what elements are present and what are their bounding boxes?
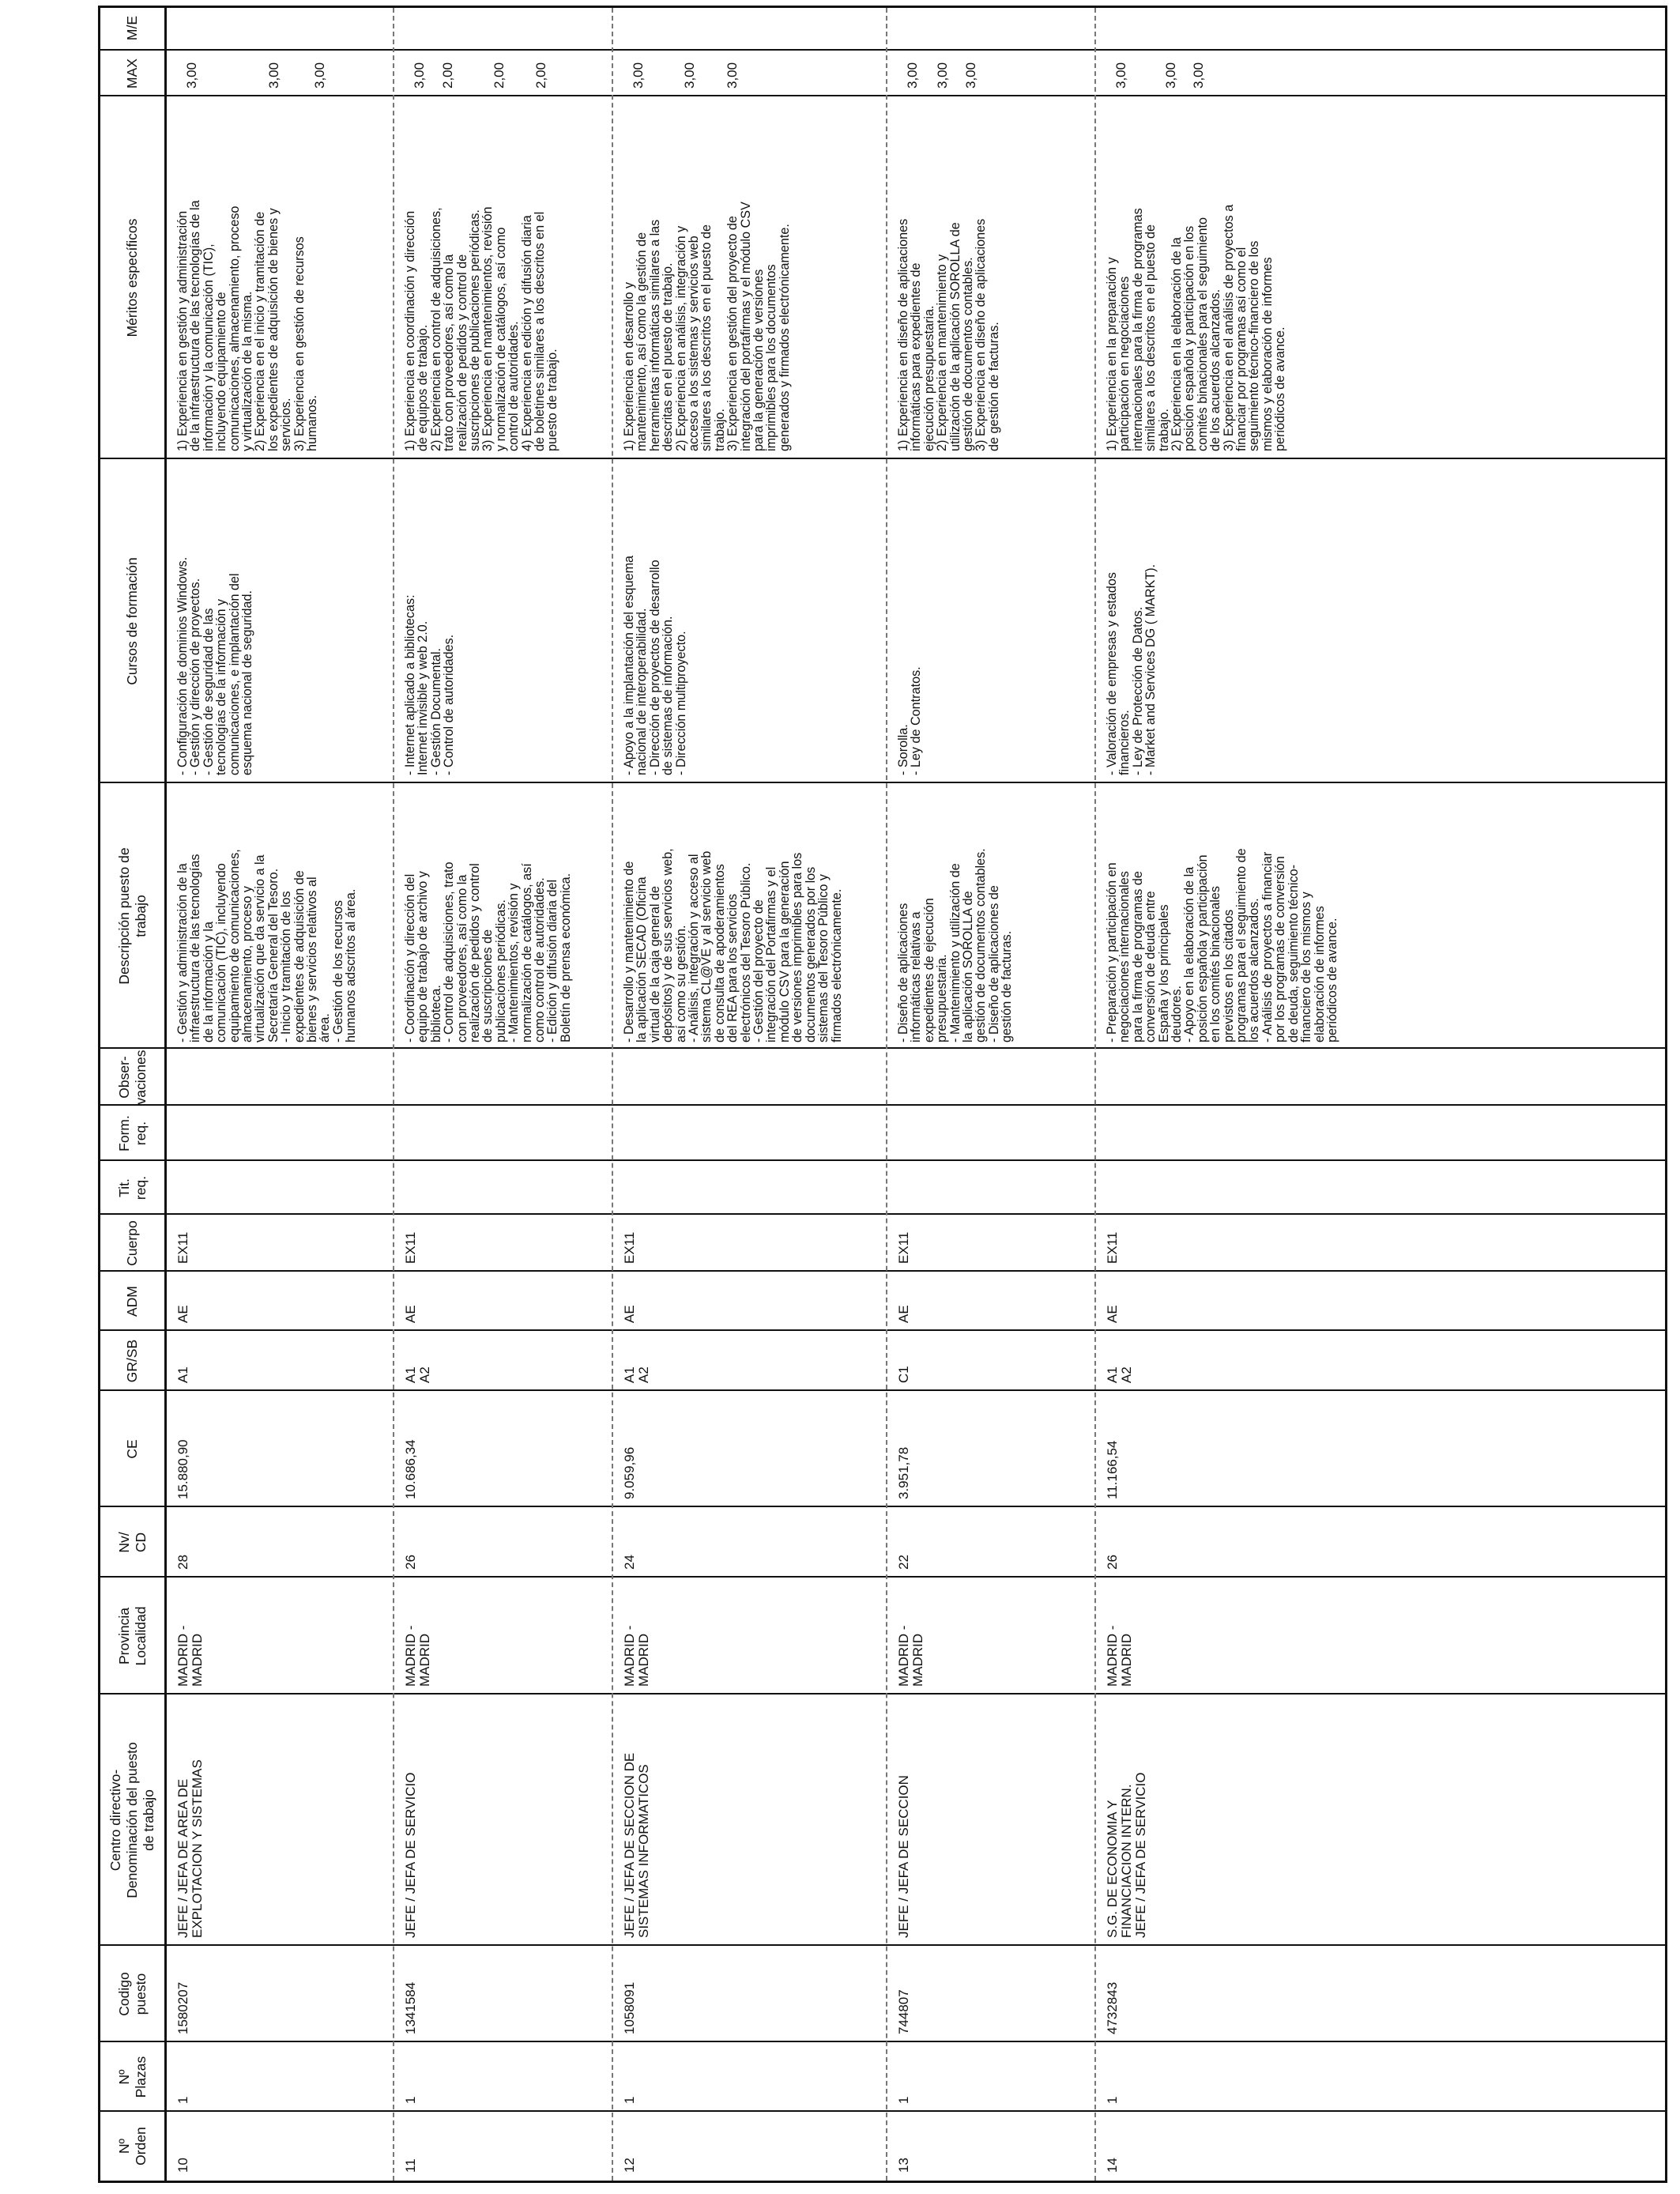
cell-plazas: 1 [896, 2096, 911, 2104]
cell-centro: S.G. DE ECONOMIA Y FINANCIACION INTERN. JEFE / JEFA DE SERVICIO [1105, 1772, 1148, 1938]
cell-max [167, 51, 393, 96]
cell-observaciones [613, 1049, 886, 1106]
cell-nivel: 22 [896, 1555, 911, 1570]
cell-cursos: - Sorolla. - Ley de Contratos. [896, 666, 924, 775]
header-cursos: Cursos de formación [124, 557, 140, 685]
cell-observaciones [394, 1049, 612, 1106]
cell-max [1096, 51, 1667, 96]
cell-provincia: MADRID - MADRID [175, 1625, 205, 1687]
cell-cuerpo: EX11 [175, 1231, 190, 1264]
cell-cursos: - Internet aplicado a bibliotecas: Internet invisible y web 2.0. - Gestión Documental. - Control de autoridades. [403, 594, 457, 775]
cell-titulacion [167, 1161, 393, 1215]
cell-cursos: - Configuración de dominios Windows. - Gestión y dirección de proyectos. - Gestión de seguridad de las tecnologías de la información y comunicaciones, e implantación del esquema nacional de seguridad. [175, 556, 255, 775]
cell-max [613, 51, 886, 96]
cell-formacion [887, 1106, 1094, 1161]
cell-grupo: A1 A2 [1105, 1367, 1134, 1383]
header-me: M/E [124, 15, 140, 41]
cell-meritos: 1) Experiencia en gestión y administración de la infraestructura de las tecnologías de la información y la comunicación (TIC), incluyendo equipamiento de comunicaciones, almacenamiento, proceso y virtualización de la misma. 2) Experiencia en el inicio y tramitación de los expedientes de adquisición de bienes y servicios. 3) Experiencia en gestión de recursos humanos. [175, 200, 320, 451]
cell-descripcion: - Gestión y administración de la infraestructura de las tecnologías de la información y la comunicación (TIC), incluyendo equipamiento de comunicaciones, almacenamiento, proceso y virtualización que da servicio a la Secretaría General del Tesoro. - Inicio y tramitación de los expedientes de adquisición de bienes y servicios relativos al área. - Gestión de los recursos humanos adscritos al área. [175, 849, 359, 1042]
cell-codigo: 4732843 [1105, 1981, 1120, 2034]
cell-observaciones [1096, 1049, 1667, 1106]
cell-titulacion [394, 1161, 612, 1215]
max-score: 2,00 [440, 62, 455, 89]
max-score: 3,00 [1191, 62, 1206, 89]
cell-plazas: 1 [175, 2096, 190, 2104]
cell-cuerpo: EX11 [622, 1231, 637, 1264]
cell-grupo: A1 A2 [403, 1367, 432, 1383]
cell-codigo: 1058091 [622, 1981, 637, 2034]
cell-adm: AE [896, 1305, 911, 1323]
cell-centro: JEFE / JEFA DE SERVICIO [403, 1772, 418, 1938]
max-score: 2,00 [533, 62, 548, 89]
cell-provincia: MADRID - MADRID [1105, 1625, 1134, 1687]
cell-formacion [394, 1106, 612, 1161]
cell-observaciones [887, 1049, 1094, 1106]
positions-table [98, 6, 1667, 2183]
cell-orden: 11 [403, 2158, 418, 2173]
cell-cursos: - Apoyo a la implantación del esquema nacional de interoperabilidad. - Dirección de proyectos de desarrollo de sistemas de información. - Dirección multiproyecto. [622, 555, 688, 775]
cell-nivel: 26 [403, 1555, 418, 1570]
cell-descripcion: - Desarrollo y mantenimiento de la aplicación SECAD (Oficina virtual de la caja general de depósitos) y de sus servicios web, así como su gestión. - Análisis, integración y acceso al sistema CL@VE y al servicio web de consulta de apoderamientos del REA para los servicios electrónicos del Tesoro Público. - Gestión del proyecto de integración del Portafirmas y el módulo CSV para la generación de versiones imprimibles para los documentos generados por los sistemas del Tesoro Público y firmados electrónicamente. [622, 848, 844, 1042]
cell-ce: 11.166,54 [1105, 1440, 1120, 1499]
cell-titulacion [887, 1161, 1094, 1215]
header-grupo: GR/SB [124, 1339, 140, 1383]
max-score: 3,00 [412, 62, 427, 89]
header-observaciones: Obser- vaciones [115, 1050, 149, 1105]
table-row [612, 8, 886, 2181]
cell-cuerpo: EX11 [1105, 1231, 1120, 1264]
cell-formacion [613, 1106, 886, 1161]
max-score: 3,00 [905, 62, 920, 89]
max-score: 3,00 [935, 62, 950, 89]
cell-orden: 14 [1105, 2158, 1120, 2173]
cell-cursos: - Valoración de empresas y estados financieros. - Ley de Protección de Datos. - Market and Services DG ( MARKT). [1105, 564, 1158, 775]
header-adm: ADM [124, 1286, 140, 1317]
cell-max [887, 51, 1094, 96]
cell-codigo: 1341584 [403, 1981, 418, 2034]
cell-nivel: 24 [622, 1555, 637, 1570]
cell-orden: 12 [622, 2158, 637, 2173]
cell-provincia: MADRID - MADRID [896, 1625, 925, 1687]
table-row [167, 8, 393, 2181]
cell-meritos: 1) Experiencia en coordinación y dirección de equipos de trabajo. 2) Experiencia en control de adquisiciones, trato con proveedores, así como la realización de pedidos y control de suscripciones de publicaciones periódicas. 3) Experiencia en mantenimientos, revisión y normalización de catálogos, así como control de autoridades. 4) Experiencia en edición y difusión diaria de boletines similares a los descritos en el puesto de trabajo. [403, 206, 560, 451]
cell-grupo: C1 [896, 1366, 911, 1383]
cell-nivel: 26 [1105, 1555, 1120, 1570]
header-meritos: Méritos específicos [124, 218, 140, 337]
max-score: 2,00 [492, 62, 507, 89]
header-codigo: Codigo puesto [115, 1972, 149, 2016]
table-row [1094, 8, 1667, 2181]
cell-ce: 3.951,78 [896, 1446, 911, 1499]
cell-adm: AE [622, 1305, 637, 1323]
cell-formacion [1096, 1106, 1667, 1161]
cell-nivel: 28 [175, 1555, 190, 1570]
table-row [886, 8, 1094, 2181]
header-ce: CE [124, 1439, 140, 1459]
header-nivel: Nv/ CD [115, 1532, 149, 1553]
cell-adm: AE [175, 1305, 190, 1323]
max-score: 3,00 [266, 62, 281, 89]
header-centro: Centro directivo- Denominación del puesto de trabajo [107, 1742, 156, 1898]
header-cuerpo: Cuerpo [124, 1220, 140, 1266]
cell-provincia: MADRID - MADRID [622, 1625, 651, 1687]
cell-observaciones [167, 1049, 393, 1106]
cell-max [394, 51, 612, 96]
cell-codigo: 744807 [896, 1989, 911, 2034]
cell-descripcion: - Preparación y participación en negociaciones internacionales para la firma de programas de conversión de deuda entre España y los principales deudores. - Apoyo en la elaboración de la posición española y participación en los comités binacionales previstos en los citados programas para el seguimiento de los acuerdos alcanzados. - Análisis de proyectos a financiar por los programas de conversión de deuda, seguimiento técnico- financiero de los mismos y elaboración de informes periódicos de avance. [1105, 848, 1339, 1042]
cell-centro: JEFE / JEFA DE SECCION DE SISTEMAS INFORMATICOS [622, 1752, 651, 1938]
cell-cuerpo: EX11 [403, 1231, 418, 1264]
header-formacion: Form. req. [115, 1115, 149, 1152]
max-score: 3,00 [963, 62, 978, 89]
cell-plazas: 1 [1105, 2096, 1120, 2104]
cell-orden: 13 [896, 2158, 911, 2173]
max-score: 3,00 [631, 62, 646, 89]
max-score: 3,00 [682, 62, 697, 89]
max-score: 3,00 [1163, 62, 1178, 89]
cell-adm: AE [1105, 1305, 1120, 1323]
cell-descripcion: - Coordinación y dirección del equipo de trabajo de archivo y biblioteca. - Control de adquisiciones, trato con proveedores, así como la realización de pedidos y control de suscripciones de publicaciones periódicas. - Mantenimientos, revisión y normalización de catálogos, así como control de autoridades. - Edición y difusión diaria del Boletín de prensa económica. [403, 861, 573, 1042]
cell-grupo: A1 [175, 1367, 190, 1383]
header-descripcion: Descripción puesto de trabajo [115, 847, 149, 985]
cell-ce: 9.059,96 [622, 1446, 637, 1499]
cell-meritos: 1) Experiencia en desarrollo y mantenimiento, así como la gestión de herramientas informáticas similares a las descritas en el puesto de trabajo. 2) Experiencia en análisis, integración y acceso a los sistemas y servicios web similares a los descritos en el puesto de trabajo. 3) Experiencia en gestión del proyecto de integración del portafirmas y el módulo CSV para la generación de versiones imprimibles para los documentos generados y firmados electrónicamente. [622, 202, 792, 451]
header-max: MAX [124, 58, 140, 89]
cell-codigo: 1580207 [175, 1981, 190, 2034]
cell-adm: AE [403, 1305, 418, 1323]
header-orden: Nº Orden [115, 2127, 149, 2166]
cell-orden: 10 [175, 2158, 190, 2173]
cell-meritos: 1) Experiencia en diseño de aplicaciones informáticas para expedientes de ejecución presupuestaria. 2) Experiencia en mantenimiento y utilización de la aplicación SOROLLA de gestión de documentos contables. 3) Experiencia en diseño de aplicaciones de gestión de facturas. [896, 218, 1001, 451]
max-score: 3,00 [184, 62, 199, 89]
cell-meritos: 1) Experiencia en la preparación y participación en negociaciones internacionales para la firma de programas similares a los descritos en el puesto de trabajo. 2) Experiencia en la elaboración de la posición española y participación en los comités binacionales para el seguimiento de los acuerdos alcanzados. 3) Experiencia en el análisis de proyectos a financiar por programas así como el seguimiento técnico-financiero de los mismos y elaboración de informes periódicos de avance. [1105, 204, 1288, 451]
max-score: 3,00 [1113, 62, 1128, 89]
cell-provincia: MADRID - MADRID [403, 1625, 432, 1687]
cell-titulacion [1096, 1161, 1667, 1215]
cell-ce: 15.880,90 [175, 1439, 190, 1499]
cell-titulacion [613, 1161, 886, 1215]
max-score: 3,00 [725, 62, 740, 89]
header-plazas: Nº Plazas [115, 2056, 149, 2098]
cell-formacion [167, 1106, 393, 1161]
cell-centro: JEFE / JEFA DE SECCION [896, 1775, 911, 1938]
table-row [393, 8, 612, 2181]
max-score: 3,00 [312, 62, 327, 89]
cell-ce: 10.686,34 [403, 1439, 418, 1499]
table-header [100, 8, 167, 2181]
header-provincia: Provincia Localidad [115, 1606, 149, 1666]
cell-grupo: A1 A2 [622, 1367, 651, 1383]
header-titulacion: Tit. req. [115, 1175, 149, 1201]
cell-descripcion: - Diseño de aplicaciones informáticas relativas a expedientes de ejecución presupuestaria. - Mantenimiento y utilización de la aplicación SOROLLA de gestión de documentos contables. - Diseño de aplicaciones de gestión de facturas. [896, 848, 1015, 1042]
cell-plazas: 1 [403, 2096, 418, 2104]
cell-centro: JEFE / JEFA DE AREA DE EXPLOTACION Y SISTEMAS [175, 1759, 205, 1938]
cell-cuerpo: EX11 [896, 1231, 911, 1264]
cell-plazas: 1 [622, 2096, 637, 2104]
